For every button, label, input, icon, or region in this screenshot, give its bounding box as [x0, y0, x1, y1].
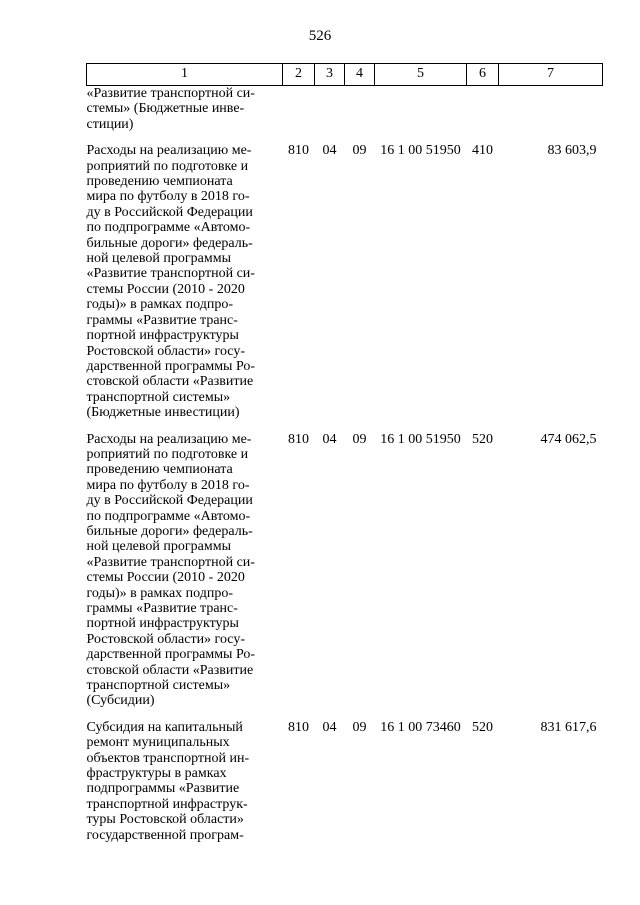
description-line: бильные дороги» федераль-	[86, 523, 253, 539]
description-line: бильные дороги» федераль-	[86, 235, 253, 251]
table-body	[87, 86, 603, 844]
header-row	[87, 64, 603, 86]
header-col-2: 2	[283, 64, 315, 86]
cell-ministry-code: 810	[288, 143, 309, 159]
cell-target-article: 16 1 00 51950	[380, 143, 461, 159]
description-line: «Развитие транспортной си-	[86, 266, 255, 282]
description-line: роприятий по подготовке и	[86, 446, 249, 462]
description-line: транспортной системы»	[86, 389, 231, 405]
description-line: проведению чемпионата	[86, 462, 233, 478]
row-description	[87, 86, 283, 133]
cell-section	[315, 86, 345, 133]
description-line: государственной програм-	[86, 827, 244, 843]
description-line: Расходы на реализацию ме-	[86, 143, 252, 159]
description-line: Субсидия на капитальный	[86, 719, 243, 735]
table-row	[87, 86, 603, 133]
cell-amount: 831 617,6	[540, 719, 597, 735]
cell-target-article: 16 1 00 73460	[380, 719, 461, 735]
description-line: граммы «Развитие транс-	[86, 312, 238, 328]
description-line: «Развитие транспортной си-	[86, 554, 255, 570]
description-line: транспортной системы»	[86, 678, 231, 694]
description-line: портной инфраструктуры	[86, 616, 239, 632]
cell-ministry-code: 810	[288, 719, 309, 735]
description-line: мира по футболу в 2018 го-	[86, 477, 250, 493]
cell-expense-type: 410	[472, 143, 493, 159]
description-line: роприятий по подготовке и	[86, 158, 249, 174]
cell-section: 04	[322, 143, 337, 159]
cell-subsection	[345, 86, 375, 133]
description-line: стовской области «Развитие	[86, 662, 254, 678]
description-line: туры Ростовской области»	[86, 812, 244, 828]
description-line: по подпрограмме «Автомо-	[86, 508, 251, 524]
description-line: стемы» (Бюджетные инве-	[86, 101, 245, 117]
row-description	[87, 132, 283, 420]
description-line: дарственной программы Ро-	[86, 358, 256, 374]
description-line: ремонт муниципальных	[86, 735, 230, 751]
row-description	[87, 421, 283, 709]
header-col-6: 6	[467, 64, 499, 86]
header-col-5: 5	[375, 64, 467, 86]
description-line: годы)» в рамках подпро-	[86, 585, 234, 601]
description-line: граммы «Развитие транс-	[86, 601, 238, 616]
header-col-1: 1	[87, 64, 283, 86]
description-line: Ростовской области» госу-	[86, 631, 245, 647]
description-line: транспортной инфраструк-	[86, 796, 248, 812]
row-description	[87, 709, 283, 843]
cell-subsection: 09	[352, 431, 367, 447]
budget-table	[86, 63, 603, 843]
table-row	[87, 421, 603, 709]
cell-expense-type: 520	[472, 431, 493, 447]
table-row	[87, 132, 603, 420]
description-line: стемы России (2010 - 2020	[86, 570, 245, 586]
description-line: портной инфраструктуры	[86, 328, 239, 344]
description-line: ду в Российской Федерации	[86, 493, 253, 509]
description-line: стемы России (2010 - 2020	[86, 281, 245, 297]
header-col-7: 7	[499, 64, 603, 86]
cell-amount	[499, 86, 603, 133]
description-line: дарственной программы Ро-	[86, 647, 256, 663]
description-line: по подпрограмме «Автомо-	[86, 220, 251, 236]
header-col-4: 4	[345, 64, 375, 86]
description-line: ной целевой программы	[86, 539, 231, 555]
description-line: Расходы на реализацию ме-	[86, 431, 252, 447]
cell-amount: 83 603,9	[547, 143, 597, 159]
description-line: Ростовской области» госу-	[86, 343, 245, 359]
cell-amount: 474 062,5	[540, 431, 597, 447]
cell-ministry-code	[283, 86, 315, 133]
description-line: «Развитие транспортной си-	[86, 86, 255, 101]
description-line: годы)» в рамках подпро-	[86, 297, 234, 313]
cell-expense-type: 520	[472, 719, 493, 735]
cell-section: 04	[322, 431, 337, 447]
description-line: подпрограммы «Развитие	[86, 781, 240, 797]
description-line: (Бюджетные инвестиции)	[86, 405, 240, 421]
description-line: мира по футболу в 2018 го-	[86, 189, 250, 205]
description-line: стиции)	[86, 116, 134, 132]
cell-target-article: 16 1 00 51950	[380, 431, 461, 447]
cell-subsection: 09	[352, 143, 367, 159]
table-header	[87, 64, 603, 86]
page-number: 526	[308, 28, 332, 44]
cell-ministry-code: 810	[288, 431, 309, 447]
cell-subsection: 09	[352, 719, 367, 735]
description-line: ду в Российской Федерации	[86, 204, 253, 220]
description-line: стовской области «Развитие	[86, 374, 254, 390]
description-line: объектов транспортной ин-	[86, 750, 250, 766]
description-line: фраструктуры в рамках	[86, 766, 227, 782]
description-line: (Субсидии)	[86, 693, 155, 709]
description-line: проведению чемпионата	[86, 174, 233, 190]
table-row	[87, 709, 603, 843]
cell-section: 04	[322, 719, 337, 735]
description-line: ной целевой программы	[86, 251, 231, 267]
cell-target-article	[375, 86, 467, 133]
cell-expense-type	[467, 86, 499, 133]
header-col-3: 3	[315, 64, 345, 86]
